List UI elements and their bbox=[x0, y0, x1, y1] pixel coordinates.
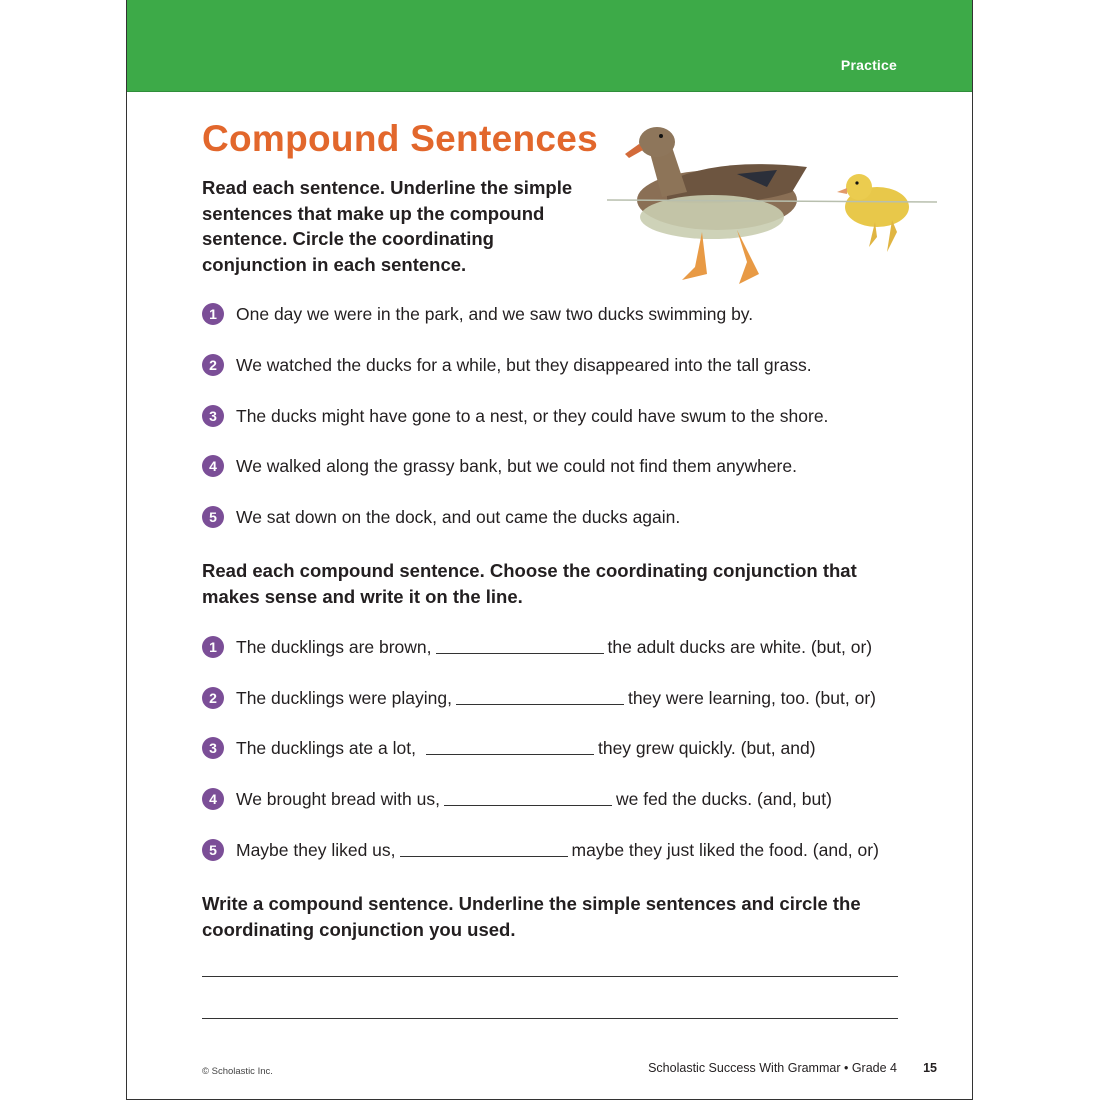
sentence-before: Maybe they liked us, bbox=[236, 839, 396, 860]
number-badge: 4 bbox=[202, 455, 224, 477]
part1-instructions: Read each sentence. Underline the simple sentences that make up the compound sentence. Circle the coordinating conjunction in each sentence. bbox=[202, 177, 573, 275]
part3-instructions: Write a compound sentence. Underline the simple sentences and circle the coordinating conjunction you used. bbox=[202, 893, 861, 940]
writing-line-2[interactable] bbox=[202, 1018, 898, 1019]
sentence-after: the adult ducks are white. (but, or) bbox=[607, 636, 873, 657]
part2-instructions: Read each compound sentence. Choose the coordinating conjunction that makes sense and write it on the line. bbox=[202, 560, 857, 607]
sentence-text: One day we were in the park, and we saw two ducks swimming by. bbox=[236, 303, 754, 324]
sentence-text: The ducks might have gone to a nest, or they could have swum to the shore. bbox=[236, 405, 829, 426]
page-title: Compound Sentences bbox=[202, 118, 598, 159]
part1-item-3 bbox=[202, 403, 828, 429]
sentence-after: they were learning, too. (but, or) bbox=[627, 687, 876, 708]
sentence-before: The ducklings ate a lot, bbox=[236, 737, 416, 758]
part2-item-4 bbox=[202, 786, 832, 812]
number-badge: 5 bbox=[202, 839, 224, 861]
sentence-text: We watched the ducks for a while, but they disappeared into the tall grass. bbox=[236, 354, 812, 375]
number-badge: 2 bbox=[202, 687, 224, 709]
number-badge: 2 bbox=[202, 354, 224, 376]
sentence-text: We walked along the grassy bank, but we could not find them anywhere. bbox=[236, 455, 797, 476]
answer-blank[interactable] bbox=[444, 805, 612, 806]
part2-item-5 bbox=[202, 837, 879, 863]
number-badge: 1 bbox=[202, 636, 224, 658]
answer-blank[interactable] bbox=[400, 856, 568, 857]
sentence-after: maybe they just liked the food. (and, or) bbox=[571, 839, 879, 860]
part1-item-5 bbox=[202, 504, 680, 530]
number-badge: 3 bbox=[202, 737, 224, 759]
sentence-after: they grew quickly. (but, and) bbox=[597, 737, 816, 758]
part1-item-1 bbox=[202, 301, 753, 327]
part2-item-1 bbox=[202, 634, 872, 660]
duck-photo-image bbox=[607, 112, 947, 294]
sentence-before: The ducklings were playing, bbox=[236, 687, 452, 708]
answer-blank[interactable] bbox=[456, 704, 624, 705]
part2-item-3 bbox=[202, 735, 816, 761]
section-label: Practice bbox=[840, 57, 897, 73]
worksheet-page bbox=[126, 0, 973, 1100]
number-badge: 1 bbox=[202, 303, 224, 325]
sentence-before: We brought bread with us, bbox=[236, 788, 440, 809]
copyright-text: © Scholastic Inc. bbox=[202, 1066, 273, 1077]
part1-item-4 bbox=[202, 453, 797, 479]
sentence-before: The ducklings are brown, bbox=[236, 636, 432, 657]
page-number: 15 bbox=[923, 1061, 937, 1075]
answer-blank[interactable] bbox=[426, 754, 594, 755]
header-banner bbox=[127, 0, 972, 92]
writing-line-1[interactable] bbox=[202, 976, 898, 977]
number-badge: 5 bbox=[202, 506, 224, 528]
part1-item-2 bbox=[202, 352, 812, 378]
sentence-after: we fed the ducks. (and, but) bbox=[615, 788, 832, 809]
part2-item-2 bbox=[202, 685, 876, 711]
book-title: Scholastic Success With Grammar • Grade 4 bbox=[648, 1061, 897, 1075]
number-badge: 3 bbox=[202, 405, 224, 427]
sentence-text: We sat down on the dock, and out came the ducks again. bbox=[236, 506, 681, 527]
number-badge: 4 bbox=[202, 788, 224, 810]
answer-blank[interactable] bbox=[436, 653, 604, 654]
